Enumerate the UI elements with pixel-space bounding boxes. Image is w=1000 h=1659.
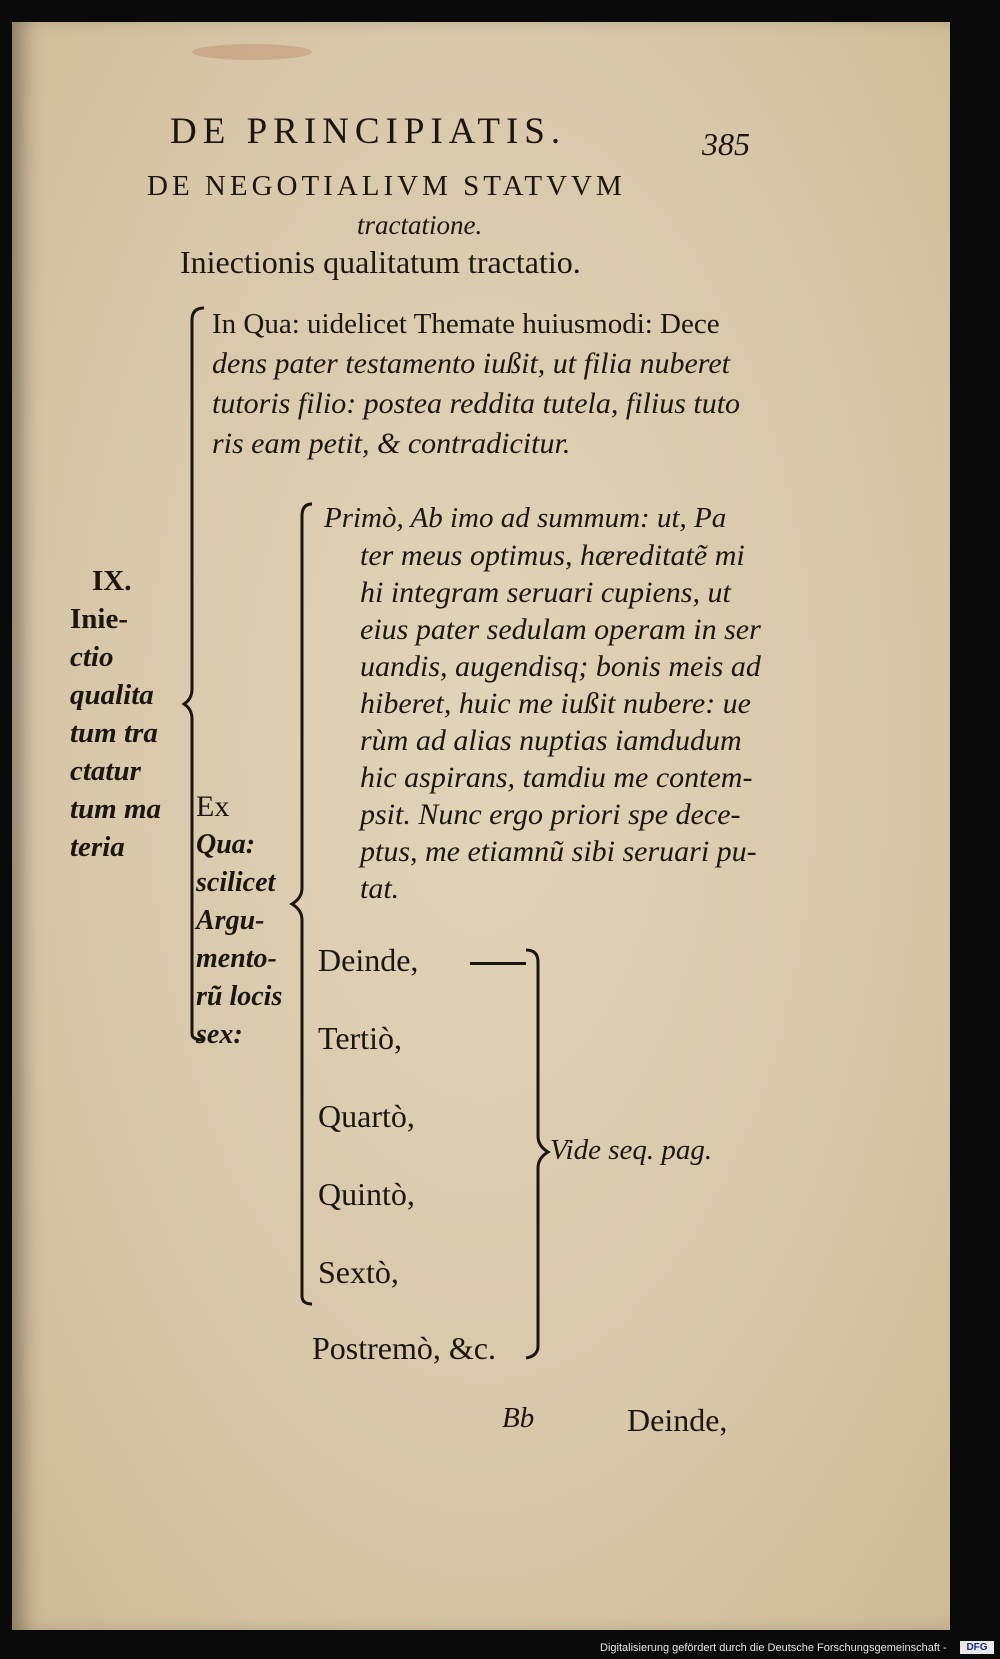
margin-note-line-7: tum ma bbox=[70, 793, 162, 825]
primo-line-9: psit. Nunc ergo priori spe dece- bbox=[360, 798, 741, 831]
intro-line-2: dens pater testamento iußit, ut filia nuberet bbox=[212, 347, 730, 380]
margin-note-line-8: teria bbox=[70, 831, 125, 863]
intro-line-1: In Qua: uidelicet Themate huiusmodi: Dece bbox=[212, 308, 720, 340]
primo-line-1: Primò, Ab imo ad summum: ut, Pa bbox=[324, 502, 727, 534]
sub-note-line-1: Ex bbox=[196, 790, 230, 823]
primo-line-10: ptus, me etiamnũ sibi seruari pu- bbox=[360, 835, 757, 868]
ink-stain bbox=[192, 44, 312, 60]
sub-note bbox=[196, 788, 282, 1054]
margin-note-line-2: Inie- bbox=[70, 603, 128, 635]
primo-line-2: ter meus optimus, hæreditatẽ mi bbox=[360, 539, 745, 572]
sub-note-line-7: sex: bbox=[196, 1019, 243, 1050]
digitization-credit: Digitalisierung gefördert durch die Deutsche Forschungsgemeinschaft - bbox=[600, 1642, 947, 1654]
sub-note-line-6: rũ locis bbox=[196, 981, 283, 1012]
sub-note-line-3: scilicet bbox=[196, 867, 276, 898]
book-page bbox=[12, 22, 950, 1630]
margin-note bbox=[70, 562, 161, 866]
list-item-deinde: Deinde, bbox=[318, 942, 419, 978]
primo-line-5: uandis, augendisq; bonis meis ad bbox=[360, 650, 761, 683]
intro-line-4: ris eam petit, & contradicitur. bbox=[212, 427, 571, 460]
list-item-quarto: Quartò, bbox=[318, 1098, 415, 1134]
section-title-continued: tractatione. bbox=[357, 210, 483, 240]
dfg-logo: DFG bbox=[960, 1641, 994, 1654]
primo-paragraph bbox=[324, 500, 761, 907]
margin-note-line-5: tum tra bbox=[70, 717, 158, 749]
page-number: 385 bbox=[702, 126, 750, 162]
running-head: DE PRINCIPIATIS. bbox=[170, 111, 567, 152]
list-item-quinto: Quintò, bbox=[318, 1176, 415, 1212]
vide-note: Vide seq. pag. bbox=[550, 1134, 713, 1166]
sub-note-line-5: mento- bbox=[196, 943, 277, 974]
primo-line-8: hic aspirans, tamdiu me contem- bbox=[360, 761, 753, 794]
subtitle: Iniectionis qualitatum tractatio. bbox=[180, 244, 581, 280]
list-item-sexto: Sextò, bbox=[318, 1254, 399, 1290]
catchword: Deinde, bbox=[627, 1402, 728, 1438]
signature-mark: Bb bbox=[502, 1402, 535, 1434]
sub-note-line-4: Argu- bbox=[196, 905, 265, 936]
right-bracket bbox=[520, 946, 554, 1366]
sub-note-line-2: Qua: bbox=[196, 829, 256, 860]
margin-note-line-1: IX. bbox=[92, 565, 132, 597]
primo-line-4: eius pater sedulam operam in ser bbox=[360, 613, 761, 646]
margin-note-line-6: ctatur bbox=[70, 755, 141, 787]
list-item-tertio: Tertiò, bbox=[318, 1020, 402, 1056]
leader-rule bbox=[470, 962, 526, 965]
argument-bracket bbox=[288, 500, 318, 1310]
primo-line-11: tat. bbox=[360, 872, 400, 905]
primo-line-3: hi integram seruari cupiens, ut bbox=[360, 576, 731, 609]
section-title: DE NEGOTIALIVM STATVVM bbox=[147, 170, 626, 202]
primo-line-6: hiberet, huic me iußit nubere: ue bbox=[360, 687, 751, 720]
margin-note-line-3: ctio bbox=[70, 641, 114, 673]
primo-line-7: rùm ad alias nuptias iamdudum bbox=[360, 724, 742, 757]
list-item-postremo: Postremò, &c. bbox=[312, 1330, 496, 1366]
intro-line-3: tutoris filio: postea reddita tutela, filius tuto bbox=[212, 387, 741, 420]
intro-paragraph bbox=[212, 304, 740, 464]
margin-note-line-4: qualita bbox=[70, 679, 154, 711]
